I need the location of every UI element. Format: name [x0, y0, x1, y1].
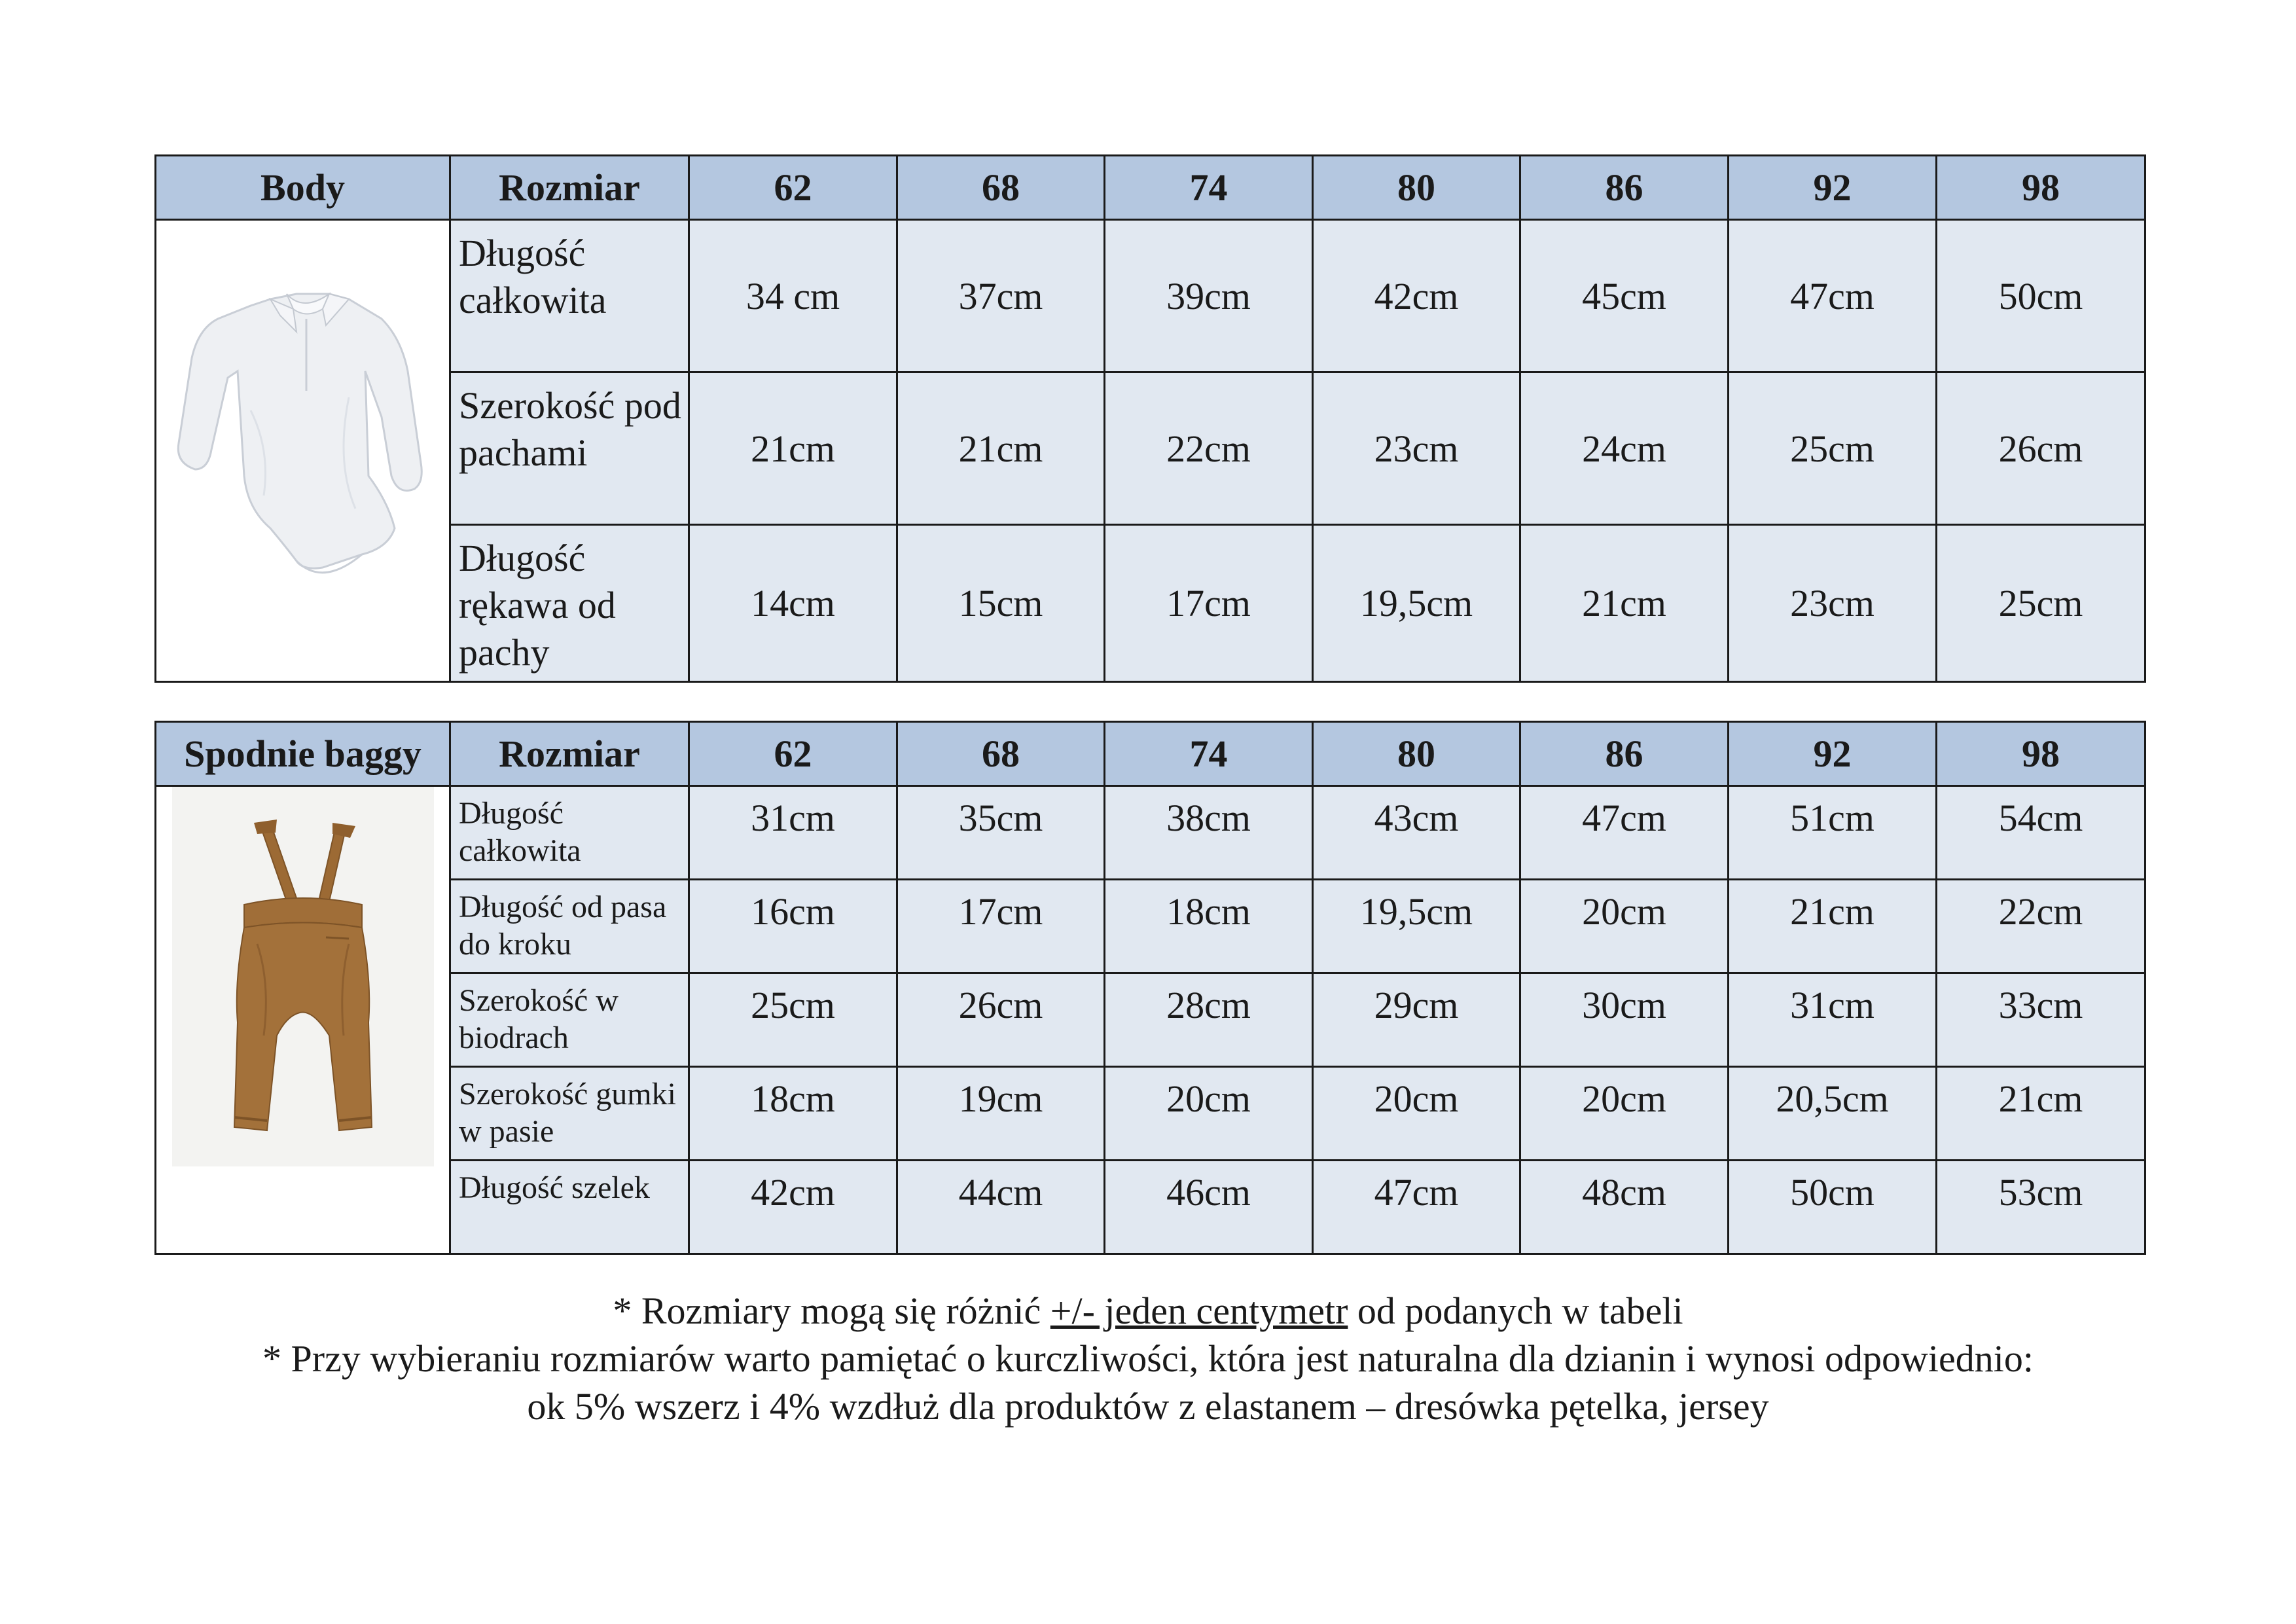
note-shrinkage-detail: ok 5% wszerz i 4% wzdłuż dla produktów z elastanem – dresówka pętelka, jersey [527, 1385, 1769, 1428]
body-cell: 15cm [897, 525, 1105, 682]
pants-cell: 31cm [1729, 973, 1937, 1067]
pants-cell: 20,5cm [1729, 1067, 1937, 1161]
onesie-image-cell [156, 220, 450, 682]
body-row-total-length [156, 220, 2145, 372]
pants-cell: 30cm [1520, 973, 1729, 1067]
pants-cell: 20cm [1105, 1067, 1313, 1161]
pants-row-label: Długość całkowita [450, 786, 689, 880]
body-size-header: 92 [1729, 156, 1937, 220]
body-cell: 25cm [1937, 525, 2145, 682]
pants-cell: 18cm [689, 1067, 897, 1161]
pants-cell: 20cm [1520, 880, 1729, 973]
size-notes [0, 1287, 2296, 1430]
body-cell: 23cm [1729, 525, 1937, 682]
pants-size-header: 86 [1520, 722, 1729, 786]
body-size-header: 86 [1520, 156, 1729, 220]
body-cell: 17cm [1105, 525, 1313, 682]
body-row-chest-width [156, 372, 2145, 525]
pants-size-table [154, 721, 2146, 1255]
body-product-name: Body [156, 156, 450, 220]
body-cell: 45cm [1520, 220, 1729, 372]
body-cell: 21cm [897, 372, 1105, 525]
body-cell: 26cm [1937, 372, 2145, 525]
body-size-header: 62 [689, 156, 897, 220]
pants-size-header: 80 [1313, 722, 1520, 786]
pants-row-waistband-width [156, 1067, 2145, 1161]
pants-row-label: Długość od pasa do kroku [450, 880, 689, 973]
body-cell: 14cm [689, 525, 897, 682]
pants-size-header: 62 [689, 722, 897, 786]
body-size-label: Rozmiar [450, 156, 689, 220]
pants-cell: 20cm [1520, 1067, 1729, 1161]
pants-cell: 48cm [1520, 1161, 1729, 1254]
body-row-label: Długość całkowita [450, 220, 689, 372]
pants-cell: 16cm [689, 880, 897, 973]
pants-cell: 54cm [1937, 786, 2145, 880]
pants-cell: 20cm [1313, 1067, 1520, 1161]
note-tolerance [0, 1287, 2296, 1335]
pants-cell: 51cm [1729, 786, 1937, 880]
body-cell: 23cm [1313, 372, 1520, 525]
pants-cell: 43cm [1313, 786, 1520, 880]
body-cell: 50cm [1937, 220, 2145, 372]
pants-image-cell [156, 786, 450, 1254]
pants-size-header: 98 [1937, 722, 2145, 786]
note-underlined-text: +/- jeden centymetr [1050, 1290, 1348, 1332]
pants-row-crotch-length [156, 880, 2145, 973]
pants-cell: 21cm [1729, 880, 1937, 973]
pants-cell: 25cm [689, 973, 897, 1067]
pants-cell: 19,5cm [1313, 880, 1520, 973]
pants-product-name: Spodnie baggy [156, 722, 450, 786]
body-cell: 22cm [1105, 372, 1313, 525]
pants-row-label: Szerokość gumki w pasie [450, 1067, 689, 1161]
pants-cell: 29cm [1313, 973, 1520, 1067]
pants-cell: 50cm [1729, 1161, 1937, 1254]
body-cell: 25cm [1729, 372, 1937, 525]
pants-cell: 53cm [1937, 1161, 2145, 1254]
note-text: * Rozmiary mogą się różnić [613, 1290, 1050, 1332]
pants-cell: 28cm [1105, 973, 1313, 1067]
pants-cell: 31cm [689, 786, 897, 880]
note-text: od podanych w tabeli [1348, 1290, 1683, 1332]
pants-row-suspender-length [156, 1161, 2145, 1254]
pants-cell: 26cm [897, 973, 1105, 1067]
pants-size-header: 68 [897, 722, 1105, 786]
pants-cell: 47cm [1313, 1161, 1520, 1254]
body-size-table [154, 154, 2146, 683]
pants-cell: 35cm [897, 786, 1105, 880]
body-cell: 21cm [1520, 525, 1729, 682]
pants-row-label: Szerokość w biodrach [450, 973, 689, 1067]
note-shrinkage: * Przy wybieraniu rozmiarów warto pamiętać o kurczliwości, która jest naturalna dla dzianin i wynosi odpowiednio: [262, 1337, 2034, 1380]
pants-row-hip-width [156, 973, 2145, 1067]
body-size-header: 80 [1313, 156, 1520, 220]
pants-cell: 18cm [1105, 880, 1313, 973]
body-row-label: Długość rękawa od pachy [450, 525, 689, 682]
pants-cell: 38cm [1105, 786, 1313, 880]
pants-row-label: Długość szelek [450, 1161, 689, 1254]
body-size-header: 68 [897, 156, 1105, 220]
pants-size-header: 74 [1105, 722, 1313, 786]
body-cell: 47cm [1729, 220, 1937, 372]
body-cell: 37cm [897, 220, 1105, 372]
pants-cell: 46cm [1105, 1161, 1313, 1254]
body-row-sleeve-length [156, 525, 2145, 682]
pants-cell: 21cm [1937, 1067, 2145, 1161]
pants-cell: 42cm [689, 1161, 897, 1254]
body-cell: 42cm [1313, 220, 1520, 372]
baggy-pants-photo-icon [172, 787, 434, 1166]
pants-cell: 33cm [1937, 973, 2145, 1067]
body-cell: 34 cm [689, 220, 897, 372]
pants-size-header: 92 [1729, 722, 1937, 786]
body-cell: 24cm [1520, 372, 1729, 525]
pants-row-total-length [156, 786, 2145, 880]
pants-cell: 22cm [1937, 880, 2145, 973]
body-size-header: 74 [1105, 156, 1313, 220]
pants-header-row [156, 722, 2145, 786]
body-header-row [156, 156, 2145, 220]
body-row-label: Szerokość pod pachami [450, 372, 689, 525]
pants-size-label: Rozmiar [450, 722, 689, 786]
body-size-header: 98 [1937, 156, 2145, 220]
pants-cell: 17cm [897, 880, 1105, 973]
body-cell: 21cm [689, 372, 897, 525]
pants-cell: 44cm [897, 1161, 1105, 1254]
body-cell: 19,5cm [1313, 525, 1520, 682]
onesie-photo-icon [172, 221, 434, 600]
pants-cell: 19cm [897, 1067, 1105, 1161]
body-cell: 39cm [1105, 220, 1313, 372]
pants-cell: 47cm [1520, 786, 1729, 880]
